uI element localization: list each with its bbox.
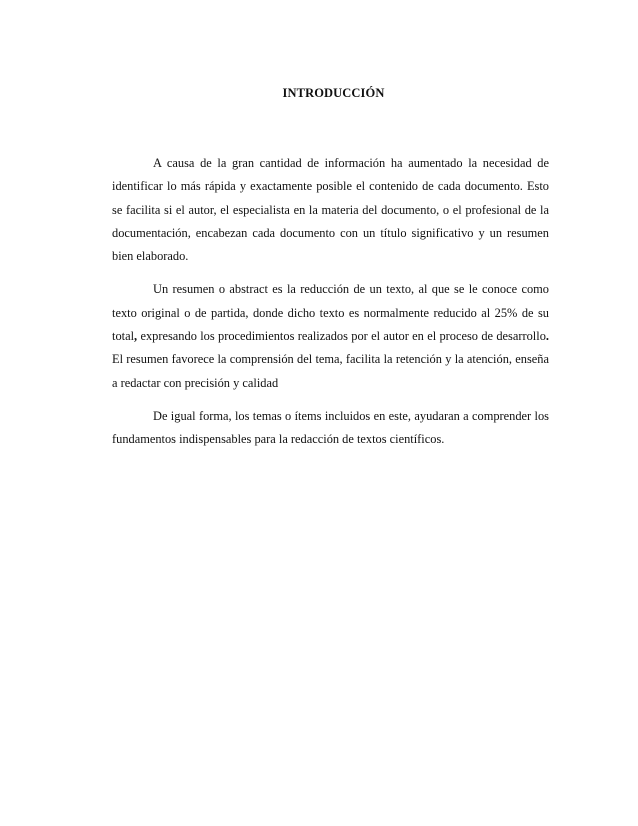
document-body (112, 152, 549, 462)
paragraph-3: De igual forma, los temas o ítems incluidos en este, ayudaran a comprender los fundamentos indispensables para la redacción de textos científicos. (112, 408, 549, 447)
paragraph-2-bold-comma: , (134, 329, 138, 344)
paragraph-2-bold-period: . (545, 329, 549, 344)
paragraph-2-part-1: Un resumen o abstract es la reducción de un texto, al que se le conoce como texto original o de partida, donde dicho texto es normalmente reducido al 25% de su total (112, 282, 549, 344)
paragraph-1: A causa de la gran cantidad de información ha aumentado la necesidad de identificar lo más rápida y exactamente posible el contenido de cada documento. Esto se facilita si el autor, el especialista en la materia del documento, o el profesional de la documentación, encabezan cada documento con un título significativo y un resumen bien elaborado. (112, 156, 549, 264)
paragraph-2 (112, 278, 549, 394)
paragraph-2-part-2: expresando los procedimientos realizados por el autor en el proceso de desarrollo (137, 329, 546, 344)
page-title: INTRODUCCIÓN (282, 86, 385, 100)
paragraph-2-part-3: El resumen favorece la comprensión del tema, facilita la retención y la atención, enseña a redactar con precisión y calidad (112, 352, 549, 390)
